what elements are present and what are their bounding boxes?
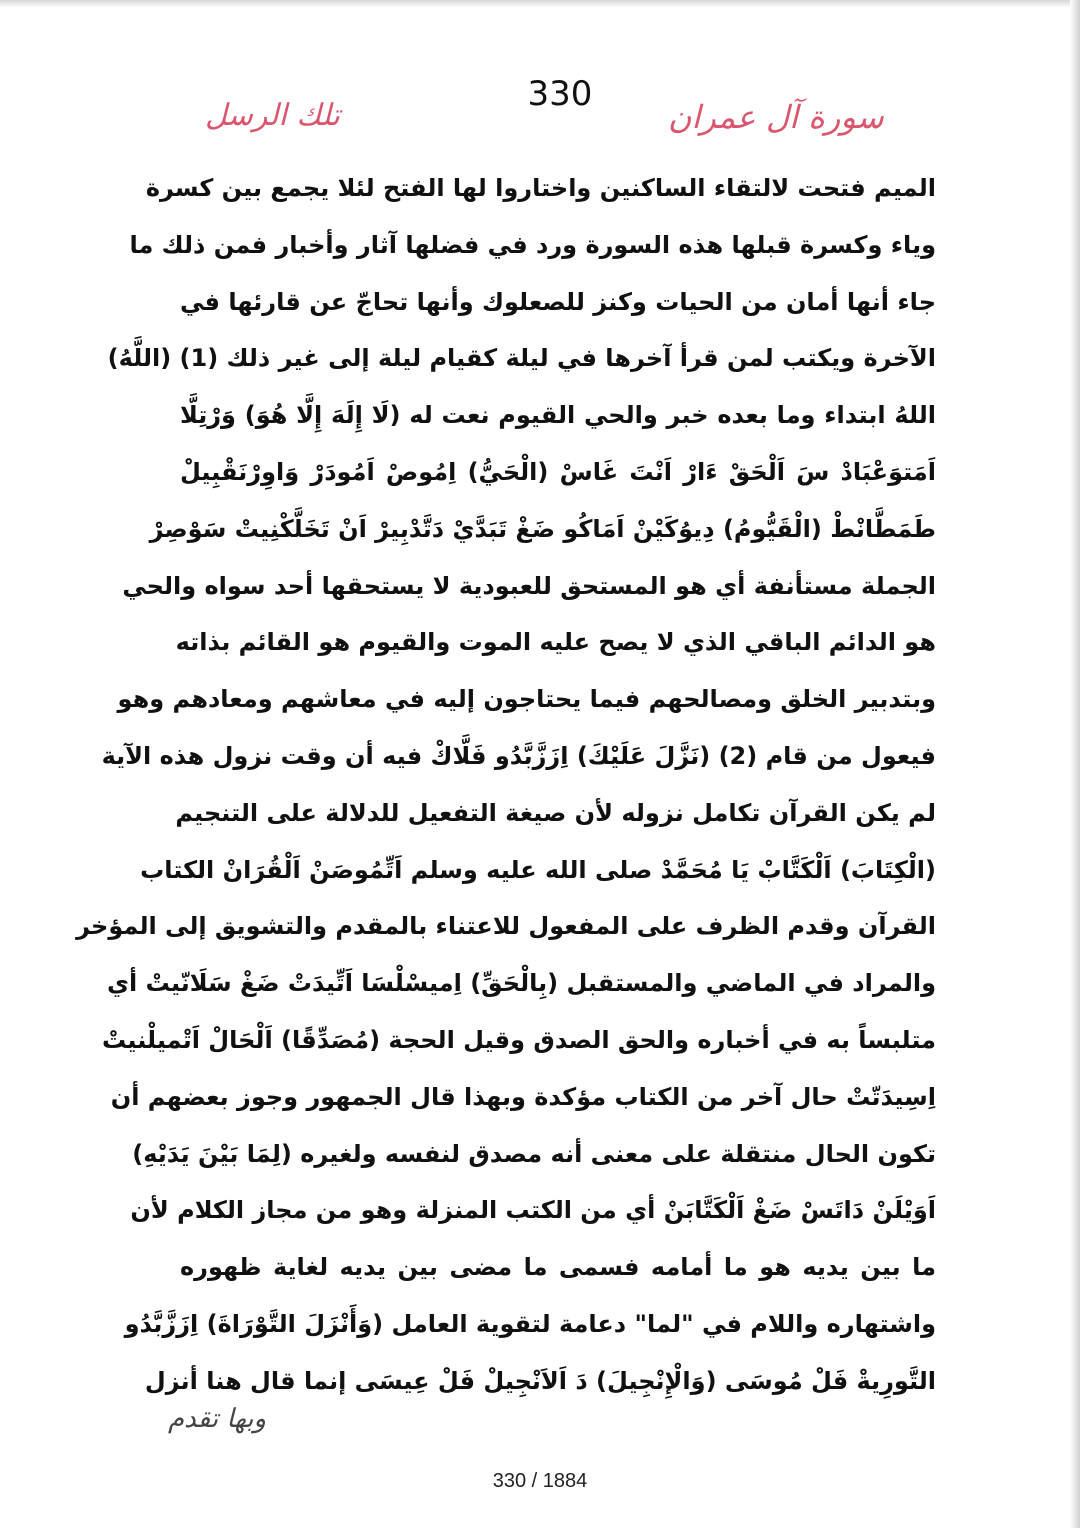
text-line: طَمَطَّانْطْ (الْقَيُّومُ) دِيوُكَيْنْ اَمَاكُو ضَغْ تَبَدَّيْ دَتَّدْبِيرْ اَنْ تَخَلَّكْنِيتْ سَوْصِرْ: [149, 514, 936, 543]
text-line: متلبساً به في أخباره والحق الصدق وقيل الحجة (مُصَدِّقًا) اَلْحَالْ اَتْميلْنيتْ: [102, 1025, 936, 1054]
text-line: الجملة مستأنفة أي هو المستحق للعبودية لا يستحقها أحد سواه والحي: [122, 571, 936, 600]
text-line: تكون الحال منتقلة على معنى أنه مصدق لنفسه ولغيره (لِمَا بَيْنَ يَدَيْهِ): [132, 1139, 936, 1168]
text-line: واشتهاره واللام في "لما" دعامة لتقوية العامل (وَأَنْزَلَ التَّوْرَاةَ) اِزَزَّبَّدُو: [124, 1309, 936, 1338]
scan-top-edge: [0, 0, 1080, 8]
text-line: (الْكِتَابَ) اَلْكَتَّابْ يَا مُحَمَّدْ صلى الله عليه وسلم اَتِّمُوصَنْ اَلْقُرَانْ الكتاب: [140, 855, 936, 884]
handwritten-surah-note: سورة آل عمران: [668, 98, 884, 136]
text-line: القرآن وقدم الظرف على المفعول للاعتناء بالمقدم والتشويق إلى المؤخر: [76, 912, 936, 941]
text-line: الآخرة ويكتب لمن قرأ آخرها في ليلة كقيام ليلة إلى غير ذلك (1) (اللَّهُ): [107, 344, 936, 373]
text-line: اَوَيْلَنْ دَاتَسْ ضَغْ اَلْكَتَّابَنْ أي من الكتب المنزلة وهو من مجاز الكلام لأن: [130, 1196, 936, 1225]
text-line: التَّورِيةْ فَلْ مُوسَى (وَالْإِنْجِيلَ) دَ اَلاَنْجِيلْ فَلْ عِيسَى إنما قال هنا أنزل: [144, 1366, 936, 1395]
text-line: وياء وكسرة قبلها هذه السورة ورد في فضلها آثار وأخبار فمن ذلك ما: [129, 230, 936, 259]
text-line: اَمَتوَعْبَادْ سَ اَلْحَقْ ءَارْ اَنْتَ غَاسْ (الْحَيُّ) اِمُوصْ اَمُودَرْ وَاوِرْنَقْبِيلْ: [180, 457, 936, 486]
text-line: جاء أنها أمان من الحيات وكنز للصعلوك وأنها تحاجّ عن قارئها في: [180, 287, 936, 316]
page-number: 330: [527, 74, 593, 114]
text-line: وبتدبير الخلق ومصالحهم فيما يحتاجون إليه في معاشهم ومعادهم وهو: [117, 685, 936, 714]
text-line: اللهُ ابتداء وما بعده خبر والحي القيوم نعت له (لَا إِلَهَ إِلَّا هُوَ) وَرْتِلَّا: [180, 401, 936, 430]
text-line: والمراد في الماضي والمستقبل (بِالْحَقِّ) اِميسْلْسَا اَتِّيدَتْ ضَغْ سَلَانّيتْ أي: [107, 969, 936, 998]
pagination-indicator: 330 / 1884: [492, 1470, 588, 1492]
handwritten-footer-note: وبها تقدم: [168, 1404, 267, 1434]
text-line: ما بين يديه هو ما أمامه فسمى ما مضى بين يديه لغاية ظهوره: [180, 1253, 936, 1282]
text-line: اِسِيدَتّتْ حال آخر من الكتاب مؤكدة وبهذا قال الجمهور وجوز بعضهم أن: [110, 1082, 936, 1111]
page-body-text: [76, 160, 936, 1410]
text-line: هو الدائم الباقي الذي لا يصح عليه الموت والقيوم هو القائم بذاته: [175, 628, 936, 657]
scan-right-edge: [1070, 0, 1080, 1528]
text-line: فيعول من قام (2) (نَزَّلَ عَلَيْكَ) اِزَزَّبَّدُو فَلَّاكْ فيه أن وقت نزول هذه الآية: [101, 741, 936, 770]
text-line: الميم فتحت لالتقاء الساكنين واختاروا لها الفتح لئلا يجمع بين كسرة: [145, 174, 936, 202]
handwritten-section-note: تلك الرسل: [205, 98, 340, 133]
text-line: لم يكن القرآن تكامل نزوله لأن صيغة التفعيل للدلالة على التنجيم: [175, 798, 936, 827]
